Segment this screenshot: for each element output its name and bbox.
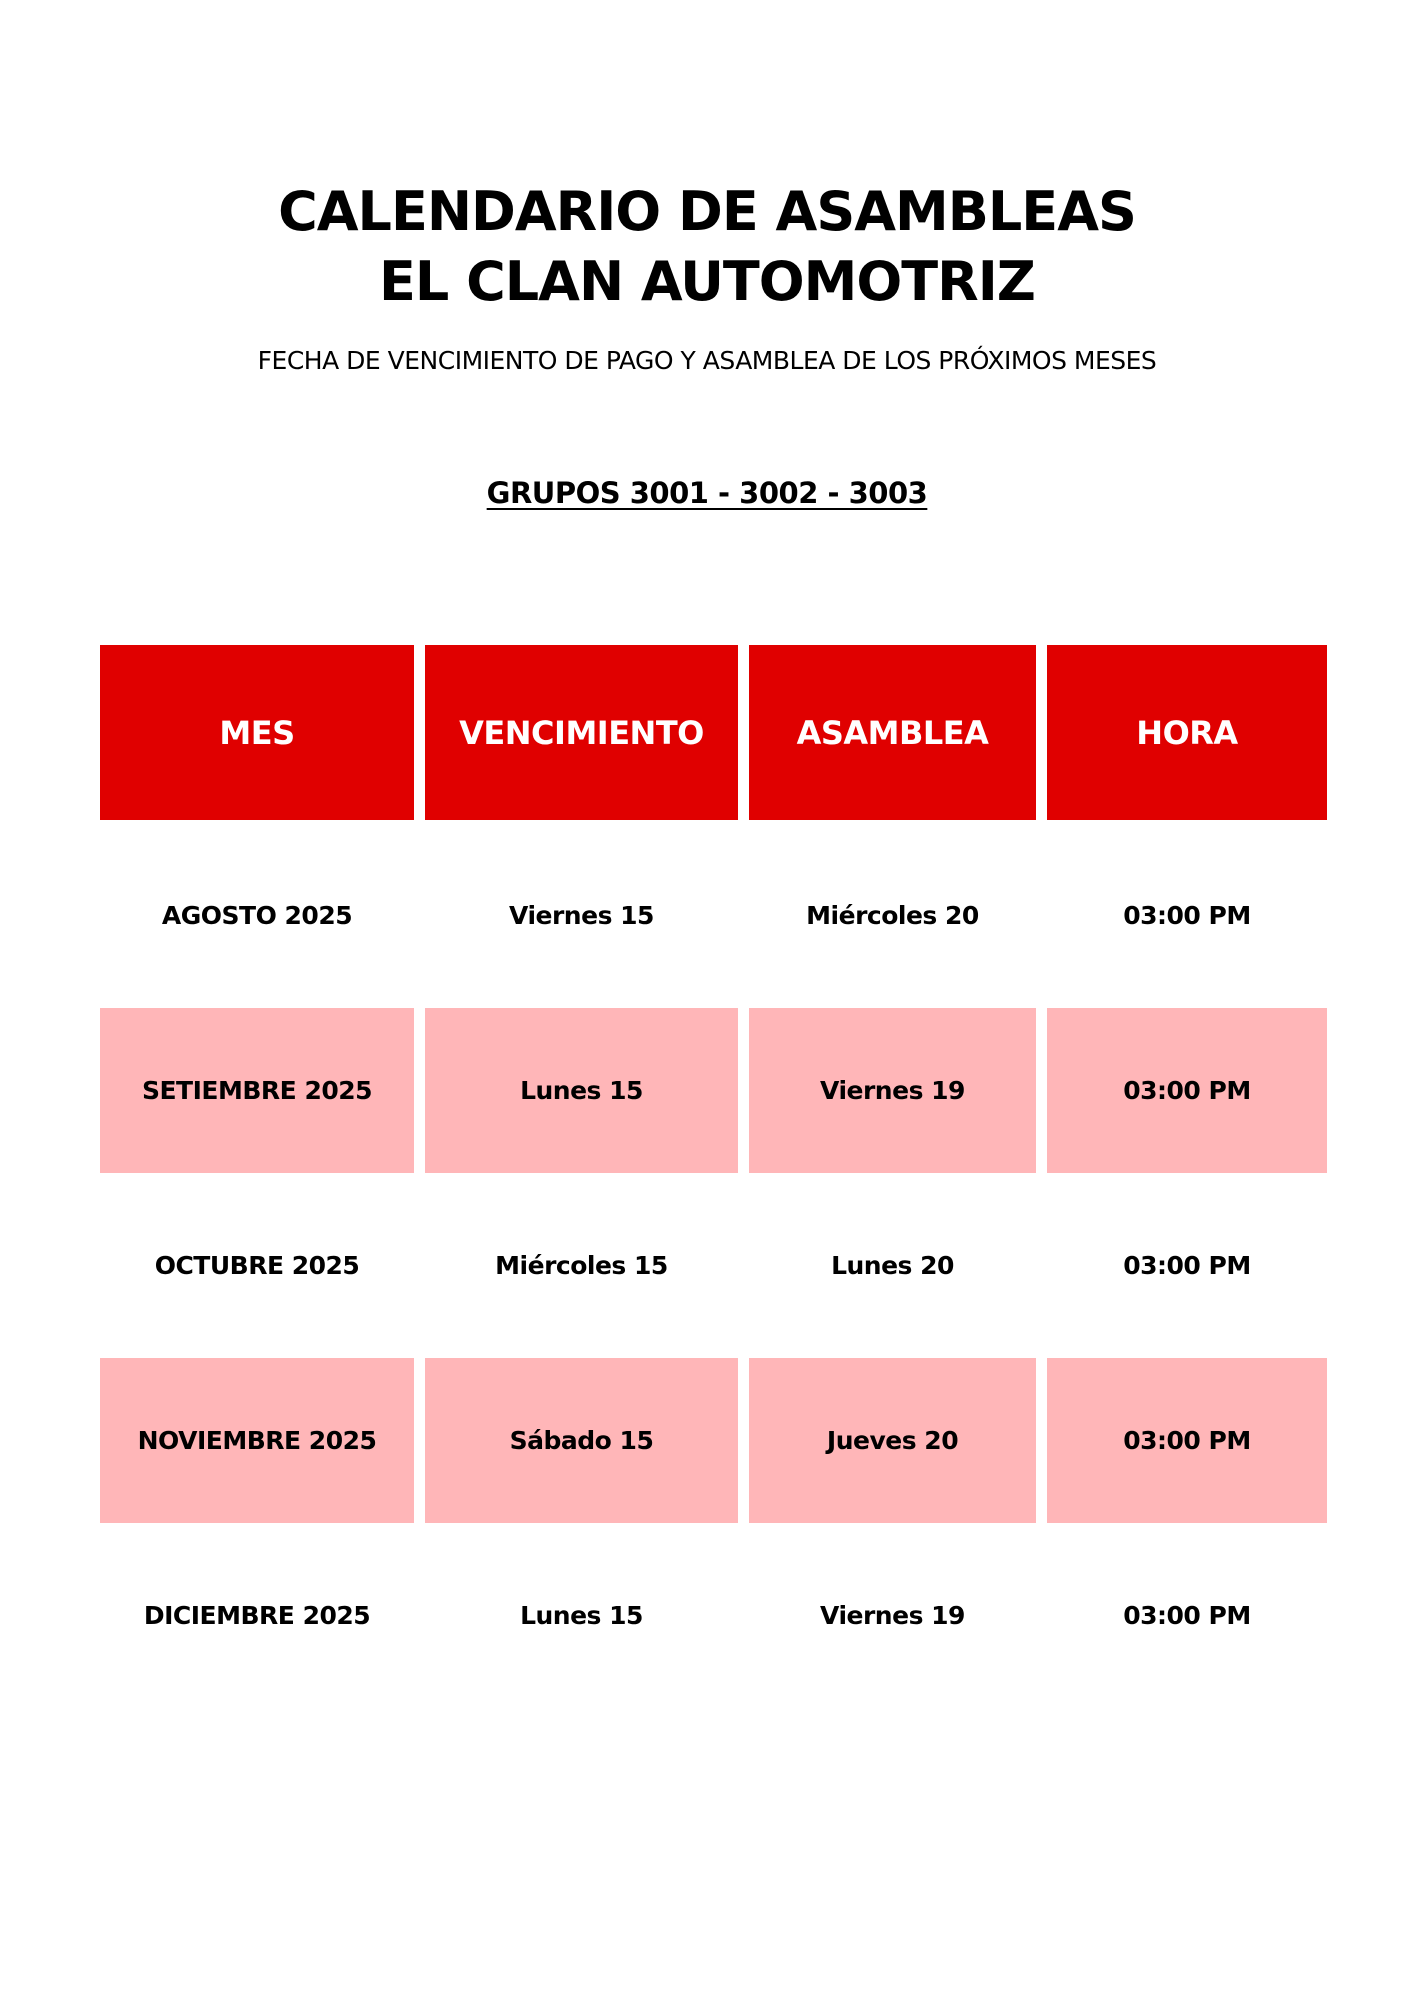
cell-vencimiento: Miércoles 15 (495, 1251, 668, 1280)
cell-asamblea: Viernes 19 (749, 1008, 1036, 1173)
cell-hora: 03:00 PM (1123, 901, 1251, 930)
column-header-hora: HORA (1047, 645, 1327, 820)
column-header-mes: MES (100, 645, 414, 820)
cell-hora: 03:00 PM (1047, 1008, 1327, 1173)
cell-hora: 03:00 PM (1123, 1251, 1251, 1280)
cell-asamblea: Jueves 20 (749, 1358, 1036, 1523)
table-row (100, 1358, 1327, 1523)
table-row (100, 1183, 1327, 1348)
cell-hora: 03:00 PM (1047, 1358, 1327, 1523)
page-subtitle: FECHA DE VENCIMIENTO DE PAGO Y ASAMBLEA DE LOS PRÓXIMOS MESES (257, 346, 1157, 375)
page-title-line-1: CALENDARIO DE ASAMBLEAS (278, 180, 1136, 243)
table-header-row (100, 645, 1327, 820)
cell-mes: AGOSTO 2025 (161, 901, 353, 930)
cell-mes: DICIEMBRE 2025 (143, 1601, 371, 1630)
cell-mes: NOVIEMBRE 2025 (100, 1358, 414, 1523)
cell-asamblea: Viernes 19 (820, 1601, 965, 1630)
schedule-table (100, 645, 1327, 1698)
table-row (100, 833, 1327, 998)
cell-vencimiento: Viernes 15 (509, 901, 654, 930)
cell-vencimiento: Lunes 15 (520, 1601, 643, 1630)
groups-heading: GRUPOS 3001 - 3002 - 3003 (486, 476, 928, 510)
table-row (100, 1533, 1327, 1698)
cell-mes: OCTUBRE 2025 (154, 1251, 360, 1280)
column-header-asamblea: ASAMBLEA (749, 645, 1036, 820)
column-header-vencimiento: VENCIMIENTO (425, 645, 738, 820)
page-title-line-2: EL CLAN AUTOMOTRIZ (379, 250, 1035, 313)
cell-asamblea: Miércoles 20 (806, 901, 979, 930)
table-row (100, 1008, 1327, 1173)
cell-asamblea: Lunes 20 (831, 1251, 954, 1280)
cell-vencimiento: Sábado 15 (425, 1358, 738, 1523)
cell-hora: 03:00 PM (1123, 1601, 1251, 1630)
cell-mes: SETIEMBRE 2025 (100, 1008, 414, 1173)
cell-vencimiento: Lunes 15 (425, 1008, 738, 1173)
